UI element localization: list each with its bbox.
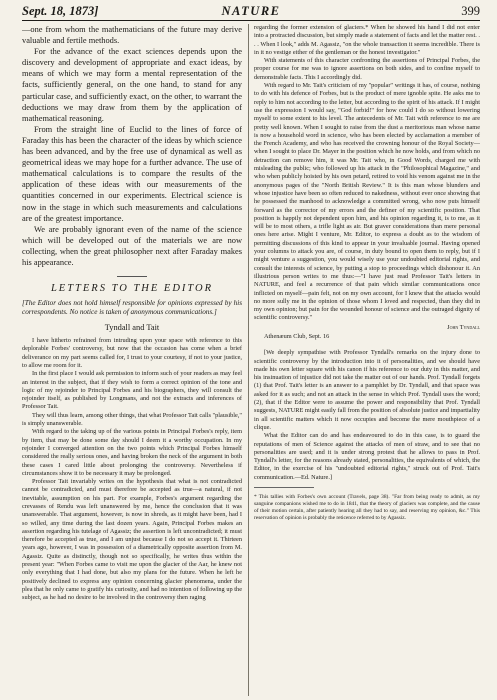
- letter-title: Tyndall and Tait: [104, 323, 160, 333]
- editor-disclaimer: [The Editor does not hold himself responsible for opinions expressed by his correspondents. No notice is taken of anonymous communications.]: [22, 299, 242, 317]
- letter-body: [22, 337, 242, 603]
- signature: John Tyndall: [447, 323, 480, 331]
- header-rule: [22, 20, 480, 21]
- letter-paragraph: They will thus learn, among other things, that what Professor Tait calls "plausible," is simply unanswerable.: [22, 411, 242, 428]
- page-number: 399: [461, 4, 480, 18]
- issue-date: Sept. 18, 1873]: [22, 4, 99, 18]
- column-divider: [248, 24, 249, 696]
- paragraph: From the straight line of Euclid to the lines of force of Faraday this has been the character of the ideas by which science has been advanced, and by the free use of dynamical as well as geometrical ideas we may hope for a further advance. The use of mathematical calculations is to compare the results of the application of these ideas with our measurements of the quantities concerned in our experiments. Electrical science is now in the stage in which such measurements and calculations are of the greatest importance.: [22, 124, 242, 223]
- section-divider: [117, 276, 147, 277]
- paragraph: We are probably ignorant even of the name of the science which will be developed out of the materials we are now collecting, when the great philosopher next after Faraday makes his appearance.: [22, 224, 242, 267]
- letter-continuation: [254, 24, 480, 341]
- section-title: LETTERS TO THE EDITOR: [50, 283, 214, 295]
- letter-paragraph: Professor Tait invariably writes on the hypothesis that what is not contradicted cannot be contradicted, and must therefore be accepted as true—a natural, if not inevitable, assumption on his part. For example, Forbes's argument regarding the crevasses of Rendu was left unanswered by me, hence the conclusion that it was unanswerable. That argument, however, is now in shreds, as it might have been, had I so willed, any time during the last dozen years. Again, Principal Forbes makes an assertion regarding his tutelage of Agassiz; the assertion is left uncontradicted; it must therefore be accepted as true, and I am unjust because I do not so accept it. Thirteen years ago, however, I was in possession of a diametrically opposite assertion from M. Agassiz. Quite as distinctly, though not so specifically, he writes thus within the present year: "When Forbes came to visit me upon the glacier of the Aar, he knew not only everything that I had done, but also my plans for the future. When he left he positively declined to express any opinion concerning glacier phenomena, under the plea that he only came to gratify his curiosity, and had no intention of following up the subject, as he had no desire to be involved in the controversy then raging: [22, 478, 242, 602]
- footnote-rule: [254, 487, 314, 488]
- journal-title: NATURE: [221, 4, 281, 18]
- left-column: [22, 24, 242, 696]
- paragraph: —one from whom the mathematicians of the future may derive valuable and fertile methods.: [22, 25, 242, 46]
- right-column: [254, 24, 480, 696]
- paragraph: For the advance of the exact sciences depends upon the discovery and development of appropriate and exact ideas, by means of which we may form a mental representation of the facts, sufficiently general, on the one hand, to stand for any particular case, and sufficiently exact, on the other, to warrant the deductions we may draw from them by the application of mathematical reasoning.: [22, 47, 242, 123]
- letter-paragraph: With regard to the taking up of the various points in Principal Forbes's reply, item by item, that may be done some day should I deem it a worthy occupation. In my rejoinder I converged attention on the two points which Principal Forbes himself considered the really serious ones, and having broken the neck of the argument in both these cases I cared little about prolonging the controversy. Nevertheless if circumstances show it to be necessary it may be prolonged.: [22, 428, 242, 477]
- editor-paragraph: What the Editor can do and has endeavoured to do in this case, is to guard the reputations of men of Science against the attacks of men of straw, and to see that no personalities are used; and it is under strong protest that he allows to pass in Prof. Tyndall's letter, for the reasons already stated, personalities, the equivalents of which, the Editor, in the exercise of his "undoubted editorial rights," struck out of Prof. Tait's communication.—Ed. Nature.]: [254, 432, 480, 481]
- footnote: * This tallies with Forbes's own account (Travels, page 38). "Far from being ready to admit, as my sanguine companions wished me to do in 1841, that the theory of glaciers was complete, and the cause of their motion certain, after patiently hearing all they had to say, and reserving my opinion, &c." This reservation of opinion is probably the reticence referred to by Agassiz.: [254, 494, 480, 521]
- editor-paragraph: [We deeply sympathise with Professor Tyndall's remarks on the injury done to scientific controversy by the introduction into it of personalities, and we should have made his own letter square with his canon if his reference to our duty in this matter, and his insinuation of injustice did not take the matter out of our hands. Prof. Tyndall forgets (1) that Prof. Tait's letter is an answer to a pamphlet by Dr. Tyndall, and that space was asked for it as such; and not an attack in the sense in which Prof. Tyndall uses the word; (2), that if the Editor were to assume the power and responsibility that Prof. Tyndall suggests, NATURE might easily fall from the position of absolute justice and impartiality in all scientific matters which it now occupies and become the mere mouthpiece of a clique.: [254, 349, 480, 431]
- article-conclusion: [22, 24, 242, 268]
- letter-paragraph: In the first place I would ask permission to inform such of your readers as may feel an interest in the subject, that if they wish to form a correct opinion of the tone and logic of my rejoinder to Principal Forbes and his biographers, they will consult the rejoinder itself, as published by Longmans, and not the extracts and inferences of Professor Tait.: [22, 370, 242, 411]
- sign-off-place: Athenæum Club, Sept. 16: [264, 332, 330, 340]
- letter-paragraph: I have hitherto refrained from intruding upon your space with reference to this deplorable Forbes' controversy, but now that the occasion has come when a brief deliverance on my part seems called for, I trust to your courtesy, if not to your justice, to allow me room for it.: [22, 337, 242, 369]
- letter-paragraph: regarding the former extension of glaciers.* When he showed his hand I did not enter into a protracted discussion, but simply made a statement of facts and let the matter rest. . . . When I look," adds M. Agassiz, "on the whole transaction it seems incredible. There is in it no vestige either of the gentleman or the honest investigator.": [254, 24, 480, 56]
- letter-paragraph: With regard to Mr. Tait's criticism of my "popular" writings it has, of course, nothing to do with his defence of Forbes, but is the product of mere ignoble spite. He asks me to reply to him not according to the letter, but according to the spirit of his attack. If I might use the expression I would say, "God forbid!" for how could I do so without lowering myself to some extent to his level. The antecedents of Mr. Tait with reference to me are pretty well known. When I sought to raise from the dust a meritorious man whose name is now a household word in science, who has been elected by acclamation a member of the French Academy, and who has received the crowning honour of the Royal Society—when I sought to place Dr. Mayer in the position which he now holds, and from which no detraction can remove him, it was Mr. Tait who, in Good Words, charged me with misleading the public; who followed up his attack in the "Philosophical Magazine," and who when publicly hoisted by his own petard, retired to void his venom against me in the anonymous pages of the "North British Review." It is this man whose blunders and whose injustice have been so often reduced to nakedness, without ever once showing that he possessed the manhood to acknowledge a committed wrong, who now puts himself forward as the corrector of my errors and the definer of my scientific position. That position is happily not dependent upon him, and his opinion regarding it, is to me, as it will be to most others, a trifle light as air. But graver considerations than mere personal ones here arise. Might I venture, Mr. Editor, to express a doubt as to the wisdom of permitting discussions of this kind to appear in your invaluable journal. Having opened your columns to attack you are, of course, in duty bound to open them to reply, but if I might venture a suggestion, you would wisely use your undoubted editorial rights, and consult the interests of science, by putting a stop to proceedings which dishonour it. An illustrious person writes to me thus:—"I have just read Professor Tait's letters in NATURE, and feel a recurrence of that pain which similar communications once inflicted on myself—pain felt, not on my own account, for I knew that the attacks would no more sully me in the opinion of those whom I loved and respected, than they did in my own opinion; but pain for the wounded honour of science and the outraged dignity of scientific controversy.": [254, 82, 480, 322]
- editor-note: [254, 349, 480, 482]
- letter-paragraph: With statements of this character confronting the assertions of Principal Forbes, the proper course for me was to ignore assertions on both sides, and to confine myself to demonstrable facts. This I accordingly did.: [254, 57, 480, 81]
